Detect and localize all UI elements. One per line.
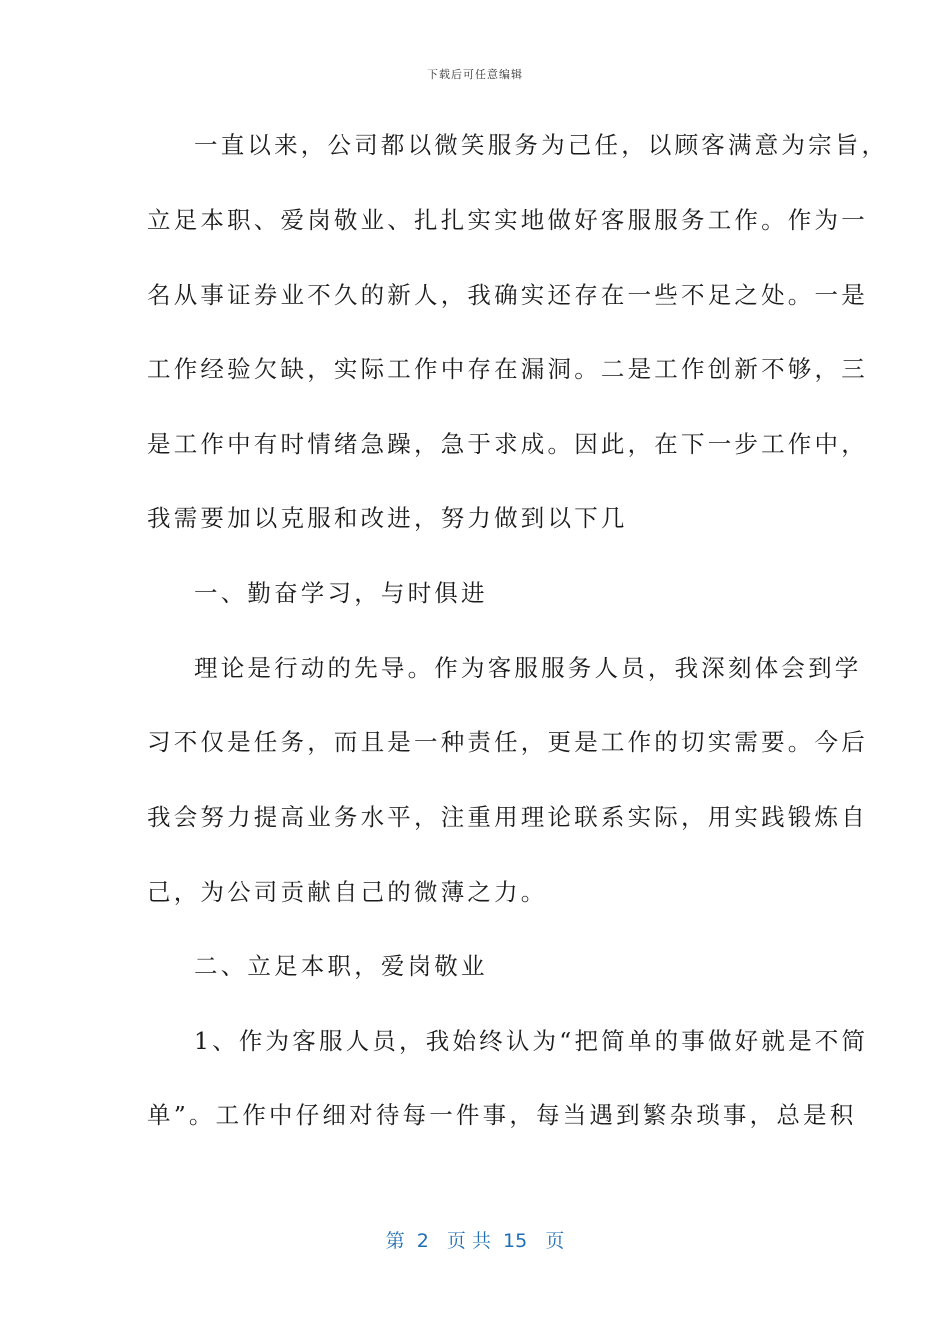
page-number-footer: 第 2 页 共 15 页 [385,1230,565,1252]
paragraph-line: 我会努力提高业务水平，注重用理论联系实际，用实践锻炼自 [147,803,868,831]
paragraph-line: 是工作中有时情绪急躁，急于求成。因此，在下一步工作中， [147,430,868,458]
section-heading: 二、立足本职，爱岗敬业 [194,952,488,980]
paragraph-line: 名从事证券业不久的新人，我确实还存在一些不足之处。一是 [147,281,868,309]
paragraph-line: 我需要加以克服和改进，努力做到以下几 [147,504,628,532]
header-note: 下载后可任意编辑 [427,68,523,81]
section-heading: 一、勤奋学习，与时俱进 [194,579,488,607]
paragraph-line: 己，为公司贡献自己的微薄之力。 [147,878,548,906]
paragraph-line: 习不仅是任务，而且是一种责任，更是工作的切实需要。今后 [147,728,868,756]
paragraph-line: 立足本职、爱岗敬业、扎扎实实地做好客服服务工作。作为一 [147,206,868,234]
paragraph-line: 理论是行动的先导。作为客服服务人员，我深刻体会到学 [194,654,862,682]
paragraph-line: 单”。工作中仔细对待每一件事，每当遇到繁杂琐事，总是积 [147,1101,857,1129]
paragraph-line: 一直以来，公司都以微笑服务为己任，以顾客满意为宗旨， [194,131,889,159]
paragraph-line: 工作经验欠缺，实际工作中存在漏洞。二是工作创新不够，三 [147,355,868,383]
paragraph-line: 1、作为客服人员，我始终认为“把简单的事做好就是不简 [194,1027,869,1055]
